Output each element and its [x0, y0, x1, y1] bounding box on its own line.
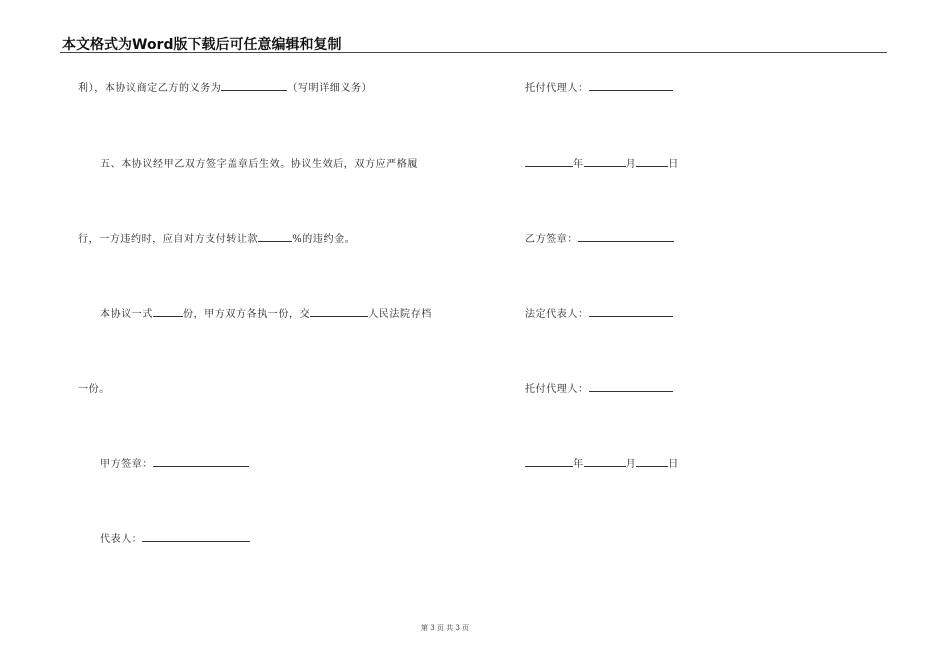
year-blank-2	[525, 457, 573, 467]
agent-label-2: 托付代理人：	[525, 384, 589, 395]
court-name-blank	[310, 307, 368, 317]
header-divider	[60, 52, 887, 53]
copies-text-2: 份，甲方双方各执一份，交	[183, 309, 311, 320]
court-text: 人民法院存档	[368, 309, 432, 320]
date-line-2	[525, 455, 679, 470]
month-label-2: 月	[625, 459, 637, 470]
representative-blank	[142, 532, 250, 542]
day-label-1: 日	[668, 159, 679, 170]
penalty-suffix: %的违约金。	[292, 234, 356, 245]
right-line-4	[525, 305, 673, 320]
left-line-3	[78, 230, 355, 245]
day-label-2: 日	[668, 459, 679, 470]
left-line-1	[78, 79, 372, 94]
copies-text: 本协议一式	[100, 309, 153, 320]
duty-blank	[221, 81, 287, 91]
right-line-3	[525, 230, 674, 245]
day-blank-1	[636, 157, 668, 167]
agent-blank-1	[589, 81, 673, 91]
party-a-signature-label: 甲方签章：	[100, 459, 153, 470]
legal-rep-blank	[589, 307, 673, 317]
date-line-1	[525, 155, 679, 170]
duty-text: 利），本协议商定乙方的义务为	[78, 83, 222, 94]
left-line-5: 一份。	[78, 384, 110, 395]
page-number-footer: 第 3 页 共 3 页	[420, 624, 470, 632]
month-blank-2	[584, 457, 626, 467]
penalty-percent-blank	[258, 232, 292, 242]
penalty-text: 行，一方违约时，应自对方支付转让款	[78, 234, 259, 245]
party-b-signature-label: 乙方签章：	[525, 234, 578, 245]
right-line-1	[525, 79, 673, 94]
party-a-signature-line	[100, 455, 249, 470]
year-label-1: 年	[573, 159, 584, 170]
left-line-4	[100, 305, 432, 320]
representative-label: 代表人：	[100, 534, 143, 545]
agent-label-1: 托付代理人：	[525, 83, 589, 94]
document-header-title: 本文格式为Word版下载后可任意编辑和复制	[62, 37, 342, 53]
year-label-2: 年	[573, 459, 584, 470]
right-line-5	[525, 380, 673, 395]
party-b-signature-blank	[578, 232, 674, 242]
duty-note: （写明详细义务）	[287, 83, 373, 94]
month-blank-1	[584, 157, 626, 167]
party-a-signature-blank	[153, 457, 249, 467]
month-label-1: 月	[625, 159, 637, 170]
agent-blank-2	[589, 382, 673, 392]
day-blank-2	[636, 457, 668, 467]
copies-count-blank	[153, 307, 183, 317]
left-line-2: 五、本协议经甲乙双方签字盖章后生效。协议生效后，双方应严格履	[100, 159, 418, 170]
representative-line	[100, 530, 250, 545]
legal-rep-label: 法定代表人：	[525, 309, 589, 320]
year-blank-1	[525, 157, 573, 167]
